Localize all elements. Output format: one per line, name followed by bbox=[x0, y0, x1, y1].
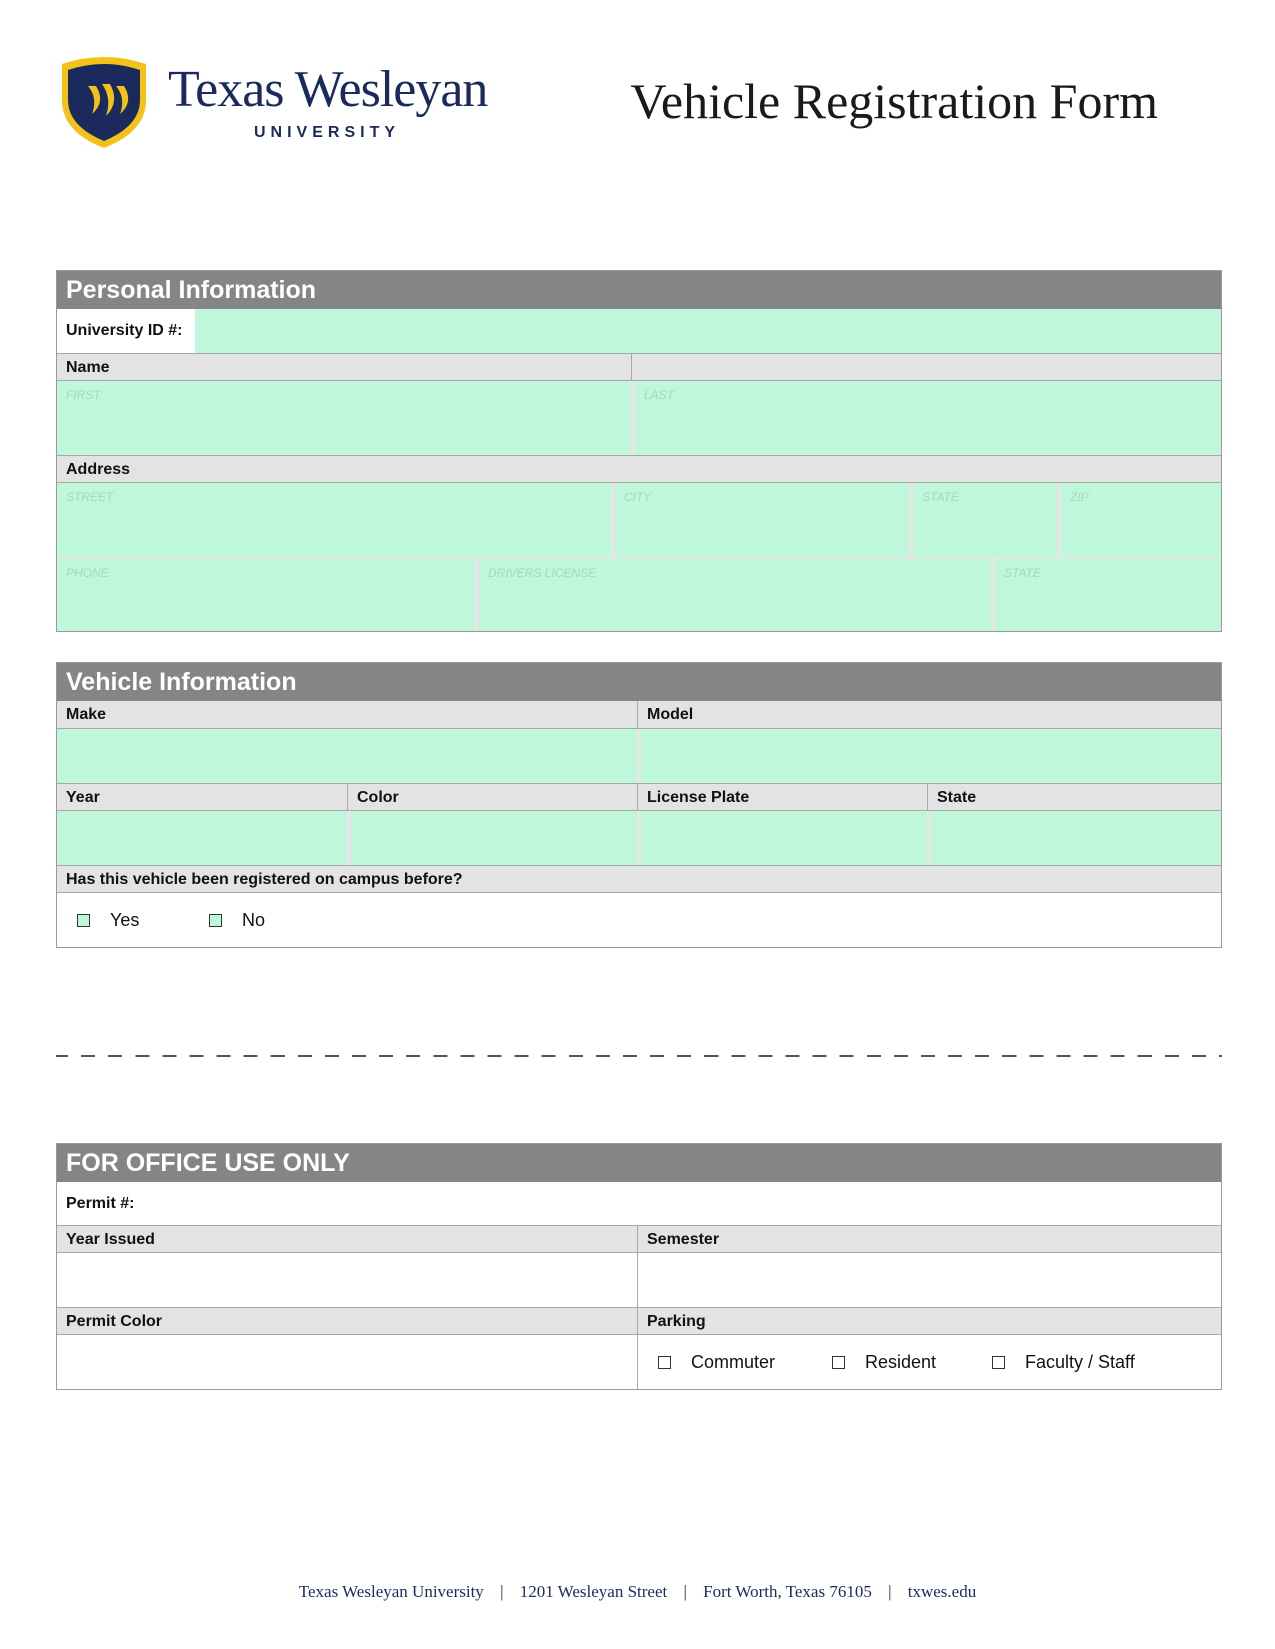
section-heading: Personal Information bbox=[57, 271, 1221, 309]
make-field[interactable] bbox=[57, 729, 637, 783]
cut-line-divider bbox=[56, 1055, 1222, 1057]
no-option[interactable] bbox=[209, 910, 265, 931]
name-label: Name bbox=[66, 359, 110, 376]
section-heading: FOR OFFICE USE ONLY bbox=[57, 1144, 1221, 1182]
footer bbox=[0, 1582, 1275, 1602]
last-name-field[interactable] bbox=[631, 381, 1221, 455]
brand-subtitle: UNIVERSITY bbox=[254, 124, 401, 141]
footer-separator: | bbox=[500, 1582, 504, 1601]
city-placeholder: CITY bbox=[624, 490, 652, 504]
university-id-row bbox=[57, 309, 1221, 353]
personal-information-section bbox=[56, 270, 1222, 632]
no-checkbox[interactable] bbox=[209, 914, 222, 927]
parking-options bbox=[637, 1335, 1221, 1389]
drivers-license-field[interactable] bbox=[475, 559, 991, 631]
semester-field[interactable] bbox=[637, 1253, 1221, 1307]
street-field[interactable] bbox=[57, 483, 611, 557]
footer-separator: | bbox=[888, 1582, 892, 1601]
first-name-placeholder: FIRST bbox=[66, 388, 101, 402]
resident-label: Resident bbox=[865, 1351, 937, 1372]
yes-label: Yes bbox=[110, 909, 140, 930]
permit-number-label: Permit #: bbox=[66, 1195, 135, 1212]
page-title: Vehicle Registration Form bbox=[630, 73, 1158, 129]
plate-state-label: State bbox=[927, 784, 1221, 810]
plate-state-field[interactable] bbox=[927, 811, 1221, 865]
shield-icon bbox=[58, 56, 150, 152]
faculty-staff-label: Faculty / Staff bbox=[1025, 1351, 1135, 1372]
phone-placeholder: PHONE bbox=[66, 566, 109, 580]
first-name-field[interactable] bbox=[57, 381, 631, 455]
office-use-section bbox=[56, 1143, 1222, 1390]
zip-placeholder: ZIP bbox=[1070, 490, 1089, 504]
last-name-placeholder: LAST bbox=[644, 388, 675, 402]
semester-label: Semester bbox=[637, 1226, 1221, 1252]
permit-color-label: Permit Color bbox=[66, 1313, 163, 1330]
registered-before-question: Has this vehicle been registered on campus before? bbox=[66, 871, 463, 888]
street-placeholder: STREET bbox=[66, 490, 114, 504]
state-placeholder: STATE bbox=[922, 490, 959, 504]
permit-number-row bbox=[57, 1182, 1221, 1225]
address-label: Address bbox=[66, 461, 131, 478]
vehicle-information-section bbox=[56, 662, 1222, 948]
model-label: Model bbox=[637, 701, 1221, 728]
commuter-label: Commuter bbox=[691, 1351, 776, 1372]
parking-label: Parking bbox=[637, 1308, 1221, 1334]
address-label-bar bbox=[57, 455, 1221, 483]
year-issued-label: Year Issued bbox=[66, 1231, 155, 1248]
year-issued-field[interactable] bbox=[57, 1253, 637, 1307]
permit-color-field[interactable] bbox=[57, 1335, 637, 1389]
license-plate-label: License Plate bbox=[637, 784, 927, 810]
footer-city: Fort Worth, Texas 76105 bbox=[703, 1582, 872, 1601]
yes-option[interactable] bbox=[77, 910, 209, 931]
footer-street: 1201 Wesleyan Street bbox=[519, 1582, 668, 1601]
commuter-option[interactable] bbox=[658, 1352, 832, 1373]
year-field[interactable] bbox=[57, 811, 347, 865]
university-id-label: University ID #: bbox=[66, 322, 183, 339]
phone-field[interactable] bbox=[57, 559, 475, 631]
footer-website[interactable]: txwes.edu bbox=[907, 1582, 977, 1601]
yes-checkbox[interactable] bbox=[77, 914, 90, 927]
faculty-staff-checkbox[interactable] bbox=[992, 1356, 1005, 1369]
resident-option[interactable] bbox=[832, 1352, 992, 1373]
resident-checkbox[interactable] bbox=[832, 1356, 845, 1369]
brand-name: Texas Wesleyan bbox=[168, 61, 488, 118]
faculty-staff-option[interactable] bbox=[992, 1352, 1135, 1373]
university-logo bbox=[58, 52, 498, 152]
registered-before-options bbox=[57, 893, 1221, 947]
footer-university-name: Texas Wesleyan University bbox=[298, 1582, 484, 1601]
no-label: No bbox=[242, 909, 266, 930]
license-state-field[interactable] bbox=[991, 559, 1221, 631]
make-label: Make bbox=[66, 706, 107, 723]
year-label: Year bbox=[66, 789, 100, 806]
drivers-license-placeholder: DRIVERS LICENSE bbox=[488, 566, 597, 580]
license-plate-field[interactable] bbox=[637, 811, 927, 865]
license-state-placeholder: STATE bbox=[1004, 566, 1041, 580]
name-label-bar bbox=[57, 353, 1221, 381]
state-field[interactable] bbox=[909, 483, 1057, 557]
city-field[interactable] bbox=[611, 483, 909, 557]
zip-field[interactable] bbox=[1057, 483, 1221, 557]
commuter-checkbox[interactable] bbox=[658, 1356, 671, 1369]
university-id-field[interactable] bbox=[195, 309, 1221, 353]
color-field[interactable] bbox=[347, 811, 637, 865]
section-heading: Vehicle Information bbox=[57, 663, 1221, 701]
footer-separator: | bbox=[683, 1582, 687, 1601]
model-field[interactable] bbox=[637, 729, 1221, 783]
color-label: Color bbox=[347, 784, 637, 810]
